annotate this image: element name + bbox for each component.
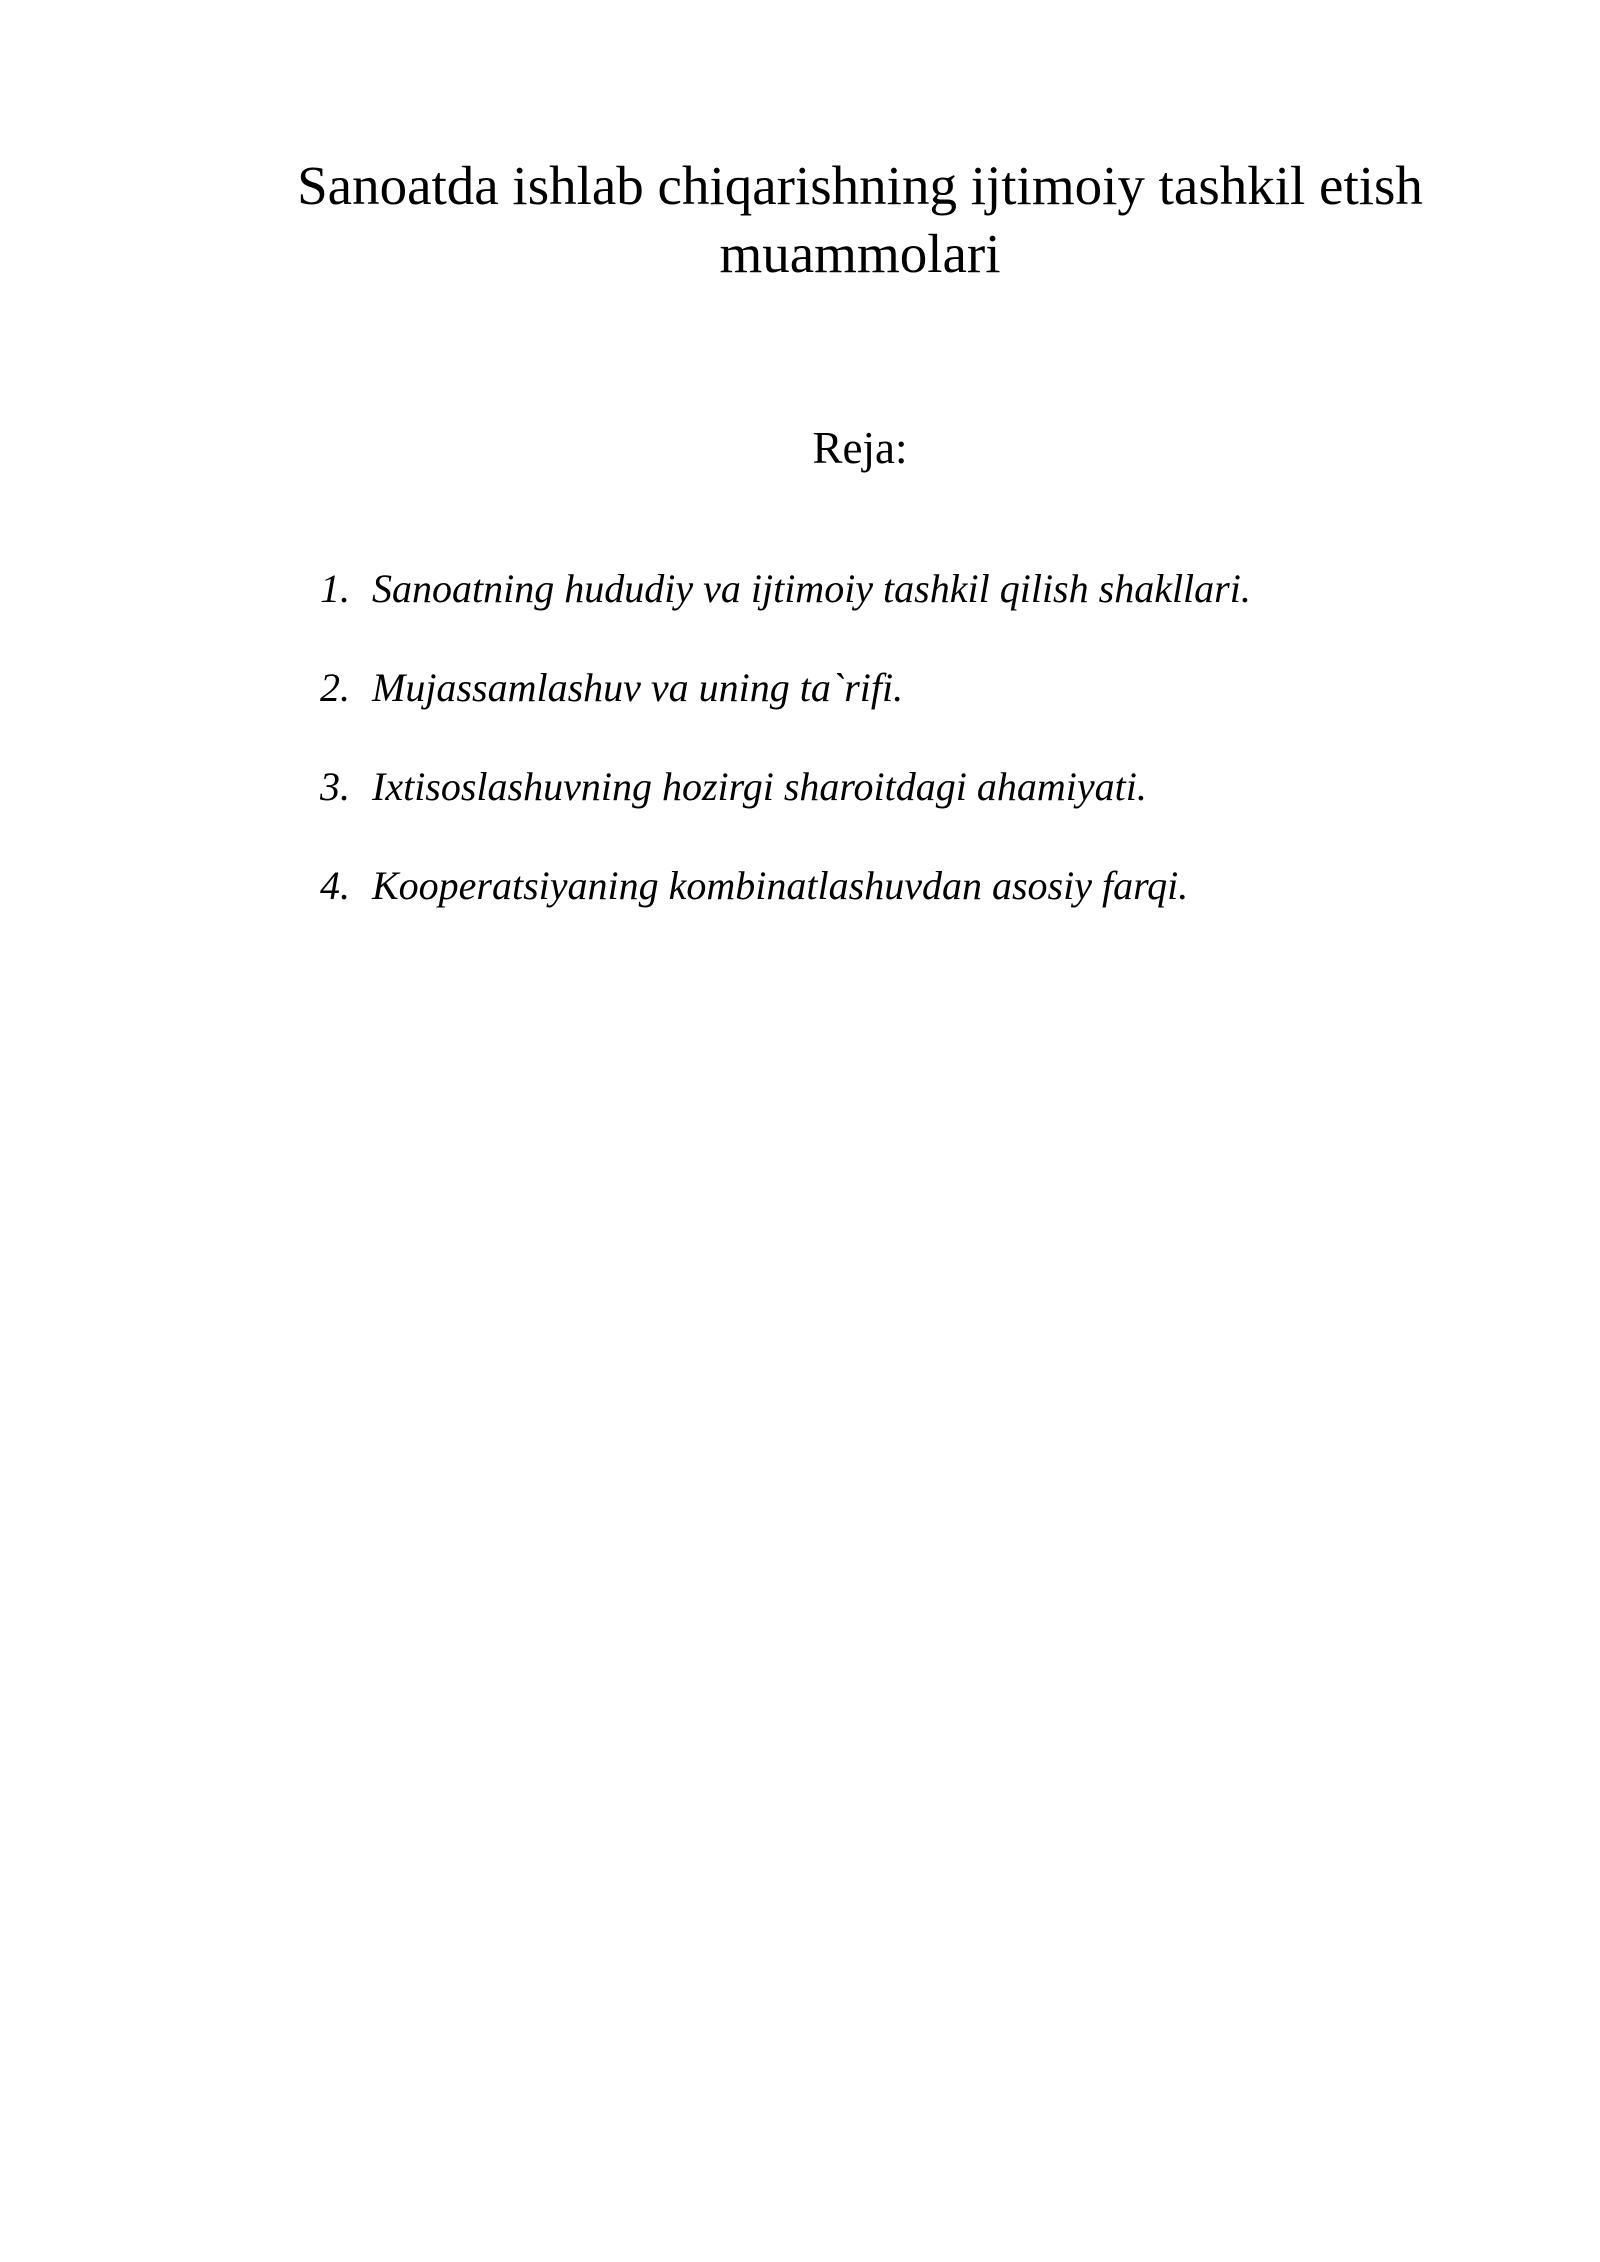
plan-heading: Reja: (812, 423, 908, 473)
plan-item-number: 4. (320, 863, 350, 908)
plan-item-number: 1. (320, 566, 350, 611)
plan-item (320, 762, 1470, 861)
plan-item-text: Ixtisoslashuvning hozirgi sharoitdagi ahamiyati. (372, 764, 1147, 809)
plan-item (320, 564, 1470, 663)
plan-item (320, 663, 1470, 762)
plan-item-text: Sanoatning hududiy va ijtimoiy tashkil qilish shakllari. (372, 566, 1251, 611)
document-title: Sanoatda ishlab chiqarishning ijtimoiy tashkil etish muammolari (297, 155, 1423, 284)
plan-item-text: Mujassamlashuv va uning ta`rifi. (372, 665, 904, 710)
plan-item-number: 2. (320, 665, 350, 710)
plan-item (320, 861, 1470, 960)
plan-list (320, 564, 1470, 960)
plan-item-number: 3. (320, 764, 350, 809)
plan-item-text: Kooperatsiyaning kombinatlashuvdan asosiy farqi. (372, 863, 1189, 908)
